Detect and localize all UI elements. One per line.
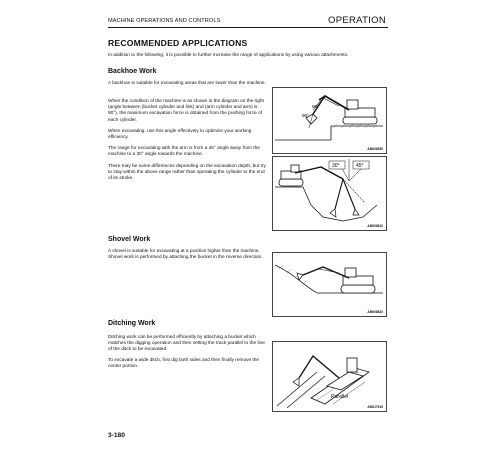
running-header-section: MACHINE OPERATIONS AND CONTROLS: [108, 18, 221, 24]
angle-label-90-top: 90°: [312, 105, 320, 110]
ditching-figure: [272, 341, 387, 412]
digging-range-figure: [272, 156, 387, 231]
backhoe-paragraph-4: The range for excavating with the arm is from a 45° angle away from the machine to a 30° angle towards the machine.: [108, 146, 260, 158]
parallel-label: Parallel: [331, 394, 349, 400]
backhoe-angle-figure: [272, 87, 387, 154]
angle-label-30: 30°: [332, 163, 340, 169]
page-title: RECOMMENDED APPLICATIONS: [108, 38, 248, 48]
figure-code: AM017615: [367, 405, 383, 409]
backhoe-paragraph-2: When the condition of the machine is as shown in the diagram on the right (angle between (bucket cylinder and link) and (arm cylinder and arm) is 90°), the maximum excavation force is obtained from the pushing force of each cylinder.: [108, 99, 264, 123]
ditching-illustration: [273, 342, 386, 411]
backhoe-angle-illustration: [273, 88, 386, 153]
digging-range-illustration: [273, 157, 386, 230]
figure-code: AM008810: [367, 224, 383, 228]
ditching-heading: Ditching Work: [108, 320, 156, 327]
backhoe-paragraph-5: There may be some differences depending on the excavation depth, but try to stay within the above range rather than operating the cylinder to the end of its stroke.: [108, 164, 266, 182]
header-rule: [108, 27, 388, 28]
figure-code: AM008820: [367, 310, 383, 314]
ditching-paragraph-1: Ditching work can be performed efficiently by attaching a bucket which matches the digging operation and then setting the track parallel to the line of the ditch to be excavated.: [108, 335, 265, 353]
figure-code: AM008950: [367, 147, 383, 151]
backhoe-paragraph-3: When excavating, use this angle effectively to optimize your working efficiency.: [108, 129, 252, 141]
shovel-illustration: [273, 253, 386, 316]
intro-paragraph: In addition to the following, it is possible to further increase the range of applications by using various attachments.: [108, 53, 349, 58]
ditching-paragraph-2: To excavate a wide ditch, first dig both sides and then finally remove the center portion.: [108, 358, 260, 370]
angle-label-90-bottom: 90°: [302, 114, 310, 119]
backhoe-paragraph-1: A backhoe is suitable for excavating areas that are lower than the machine.: [108, 81, 266, 86]
shovel-figure: [272, 252, 387, 317]
running-header-chapter: OPERATION: [328, 15, 386, 26]
angle-label-45: 45°: [356, 163, 364, 169]
page-number: 3-180: [108, 432, 125, 439]
shovel-heading: Shovel Work: [108, 236, 151, 243]
backhoe-heading: Backhoe Work: [108, 68, 157, 75]
shovel-paragraph-1: A shovel is suitable for excavating at a position higher than the machine. Shovel work is performed by attaching the bucket in the reverse direction.: [108, 249, 263, 261]
